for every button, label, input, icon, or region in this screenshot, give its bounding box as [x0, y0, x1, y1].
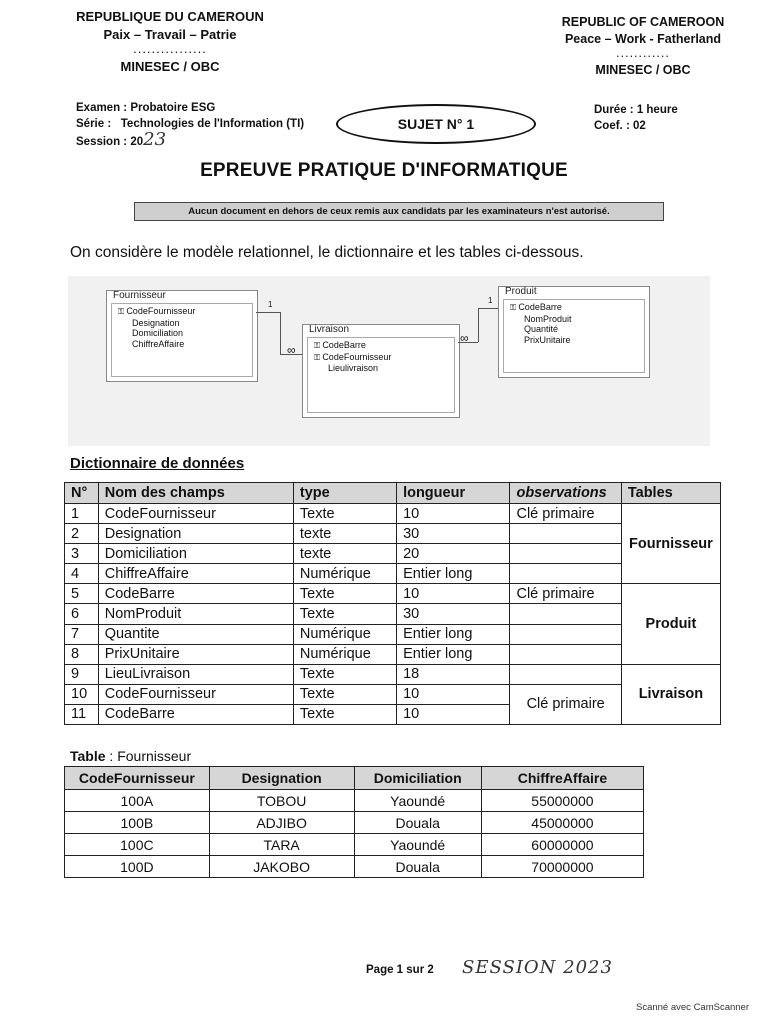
cell: Quantite — [98, 624, 293, 644]
cell: Numérique — [293, 644, 396, 664]
coef: Coef. : 02 — [594, 120, 646, 132]
schema-field: NomProduit — [524, 313, 572, 324]
cell: 10 — [65, 684, 99, 704]
cell: NomProduit — [98, 604, 293, 624]
table-row — [65, 834, 644, 856]
cell: 100B — [65, 812, 210, 834]
serie-value: Technologies de l'Information (TI) — [120, 118, 305, 130]
handwritten-session: SESSION 2023 — [462, 957, 613, 978]
cell: 5 — [65, 584, 99, 604]
col-header: Domiciliation — [354, 767, 481, 790]
relation-line — [478, 308, 479, 342]
cell: 3 — [65, 544, 99, 564]
col-header: Designation — [209, 767, 354, 790]
session-handwritten: 23 — [143, 129, 167, 150]
cell: 55000000 — [481, 790, 643, 812]
cell: CodeBarre — [98, 704, 293, 724]
cell — [510, 664, 621, 684]
cell — [510, 624, 621, 644]
cell: 11 — [65, 704, 99, 724]
col-header: observations — [510, 483, 621, 504]
cell: Texte — [293, 584, 396, 604]
table-row — [65, 584, 721, 604]
dictionary-table — [64, 482, 721, 725]
schema-field: PrixUnitaire — [524, 334, 571, 345]
table-row — [65, 790, 644, 812]
livraison-obs: Clé primaire — [510, 684, 621, 724]
cell: ADJIBO — [209, 812, 354, 834]
cell: TARA — [209, 834, 354, 856]
fournisseur-table — [64, 766, 644, 878]
intro-text: On considère le modèle relationnel, le dictionnaire et les tables ci-dessous. — [70, 244, 584, 261]
schema-field: ⚿ CodeFournisseur — [118, 306, 246, 318]
relation-line — [280, 312, 281, 354]
table-row — [65, 856, 644, 878]
cell: JAKOBO — [209, 856, 354, 878]
cell: 30 — [397, 604, 510, 624]
motto-fr: Paix – Travail – Patrie — [103, 27, 237, 42]
duration-info — [594, 102, 678, 134]
schema-field: Domiciliation — [132, 328, 184, 338]
entity-produit — [498, 286, 650, 378]
group-produit: Produit — [621, 584, 720, 664]
header-left — [60, 8, 280, 76]
cell: CodeFournisseur — [98, 684, 293, 704]
cell: Numérique — [293, 624, 396, 644]
cell: PrixUnitaire — [98, 644, 293, 664]
cell: 4 — [65, 564, 99, 584]
cell: 60000000 — [481, 834, 643, 856]
schema-field: Quantité — [524, 324, 559, 334]
cell: 45000000 — [481, 812, 643, 834]
table-row — [65, 664, 721, 684]
schema-field: ChiffreAffaire — [132, 338, 185, 349]
fournisseur-caption — [70, 748, 191, 764]
cell: Yaoundé — [354, 790, 481, 812]
notice-banner: Aucun document en dehors de ceux remis aux candidats par les examinateurs n'est autorisé. — [134, 202, 664, 221]
relational-schema — [68, 276, 710, 446]
exam-session — [76, 129, 304, 150]
cell: Numérique — [293, 564, 396, 584]
cell: Domiciliation — [98, 544, 293, 564]
ministry-en: MINESEC / OBC — [595, 63, 691, 77]
col-header: type — [293, 483, 396, 504]
cell: CodeBarre — [98, 584, 293, 604]
cardinality-many: ∞ — [460, 331, 469, 345]
dots-fr: ................ — [133, 41, 207, 56]
cell: Entier long — [397, 644, 510, 664]
cell: Texte — [293, 664, 396, 684]
motto-en: Peace – Work - Fatherland — [564, 32, 722, 46]
entity-livraison-name: Livraison — [309, 324, 350, 335]
cell: texte — [293, 524, 396, 544]
group-fournisseur: Fournisseur — [621, 504, 720, 584]
cell: Entier long — [397, 564, 510, 584]
cell: ChiffreAffaire — [98, 564, 293, 584]
country-fr: REPUBLIQUE DU CAMEROUN — [76, 9, 264, 24]
cell: 30 — [397, 524, 510, 544]
cell: 8 — [65, 644, 99, 664]
cell: Clé primaire — [510, 584, 621, 604]
cell: Texte — [293, 704, 396, 724]
col-header: N° — [65, 483, 99, 504]
cell: 7 — [65, 624, 99, 644]
cell: 100C — [65, 834, 210, 856]
cell: 100A — [65, 790, 210, 812]
entity-fournisseur-name: Fournisseur — [113, 290, 166, 301]
table-row — [65, 812, 644, 834]
cell: 10 — [397, 584, 510, 604]
duree: Durée : 1 heure — [594, 104, 678, 116]
col-header: CodeFournisseur — [65, 767, 210, 790]
col-header: Tables — [621, 483, 720, 504]
group-livraison: Livraison — [621, 664, 720, 724]
col-header: longueur — [397, 483, 510, 504]
cell: Yaoundé — [354, 834, 481, 856]
cell: CodeFournisseur — [98, 504, 293, 524]
exam-name: Examen : Probatoire ESG — [76, 102, 216, 114]
schema-field: Designation — [132, 317, 180, 328]
cell — [510, 544, 621, 564]
exam-info — [76, 100, 304, 150]
cell: Entier long — [397, 624, 510, 644]
cell: Texte — [293, 604, 396, 624]
relation-line — [478, 308, 498, 309]
caption-name: : Fournisseur — [105, 748, 192, 764]
ministry-fr: MINESEC / OBC — [120, 59, 220, 74]
cell: 1 — [65, 504, 99, 524]
cell: 10 — [397, 504, 510, 524]
col-header: ChiffreAffaire — [481, 767, 643, 790]
dictionary-title: Dictionnaire de données — [70, 455, 245, 472]
cell: TOBOU — [209, 790, 354, 812]
cardinality-many: ∞ — [287, 343, 296, 357]
cell: Texte — [293, 684, 396, 704]
table-header-row — [65, 483, 721, 504]
cell: texte — [293, 544, 396, 564]
relation-line — [256, 312, 280, 313]
schema-field: ⚿ CodeBarre — [510, 302, 638, 314]
serie-label: Série : — [76, 118, 112, 130]
cell: 20 — [397, 544, 510, 564]
cardinality-one: 1 — [488, 296, 493, 305]
schema-field: Lieulivraison — [328, 363, 379, 373]
cell: Douala — [354, 812, 481, 834]
cell — [510, 524, 621, 544]
entity-produit-name: Produit — [505, 286, 537, 297]
page-title: EPREUVE PRATIQUE D'INFORMATIQUE — [200, 160, 568, 181]
table-row — [65, 504, 721, 524]
cell: Texte — [293, 504, 396, 524]
cell: 10 — [397, 684, 510, 704]
entity-fournisseur — [106, 290, 258, 382]
cell: LieuLivraison — [98, 664, 293, 684]
cell: 100D — [65, 856, 210, 878]
cell: 70000000 — [481, 856, 643, 878]
cell: 18 — [397, 664, 510, 684]
scanner-watermark: Scanné avec CamScanner — [636, 1002, 750, 1013]
cell: 10 — [397, 704, 510, 724]
table-header-row — [65, 767, 644, 790]
exam-serie — [76, 116, 304, 132]
sujet-badge: SUJET N° 1 — [336, 104, 536, 144]
header-right — [548, 14, 738, 79]
cardinality-one: 1 — [268, 300, 273, 309]
cell: 9 — [65, 664, 99, 684]
cell: 6 — [65, 604, 99, 624]
cell: Designation — [98, 524, 293, 544]
entity-livraison — [302, 324, 460, 418]
page-number: Page 1 sur 2 — [366, 964, 434, 976]
cell: 2 — [65, 524, 99, 544]
schema-field: ⚿ CodeBarre — [314, 340, 448, 352]
cell — [510, 644, 621, 664]
col-header: Nom des champs — [98, 483, 293, 504]
schema-field: ⚿ CodeFournisseur — [314, 352, 448, 364]
caption-label: Table — [70, 748, 106, 764]
session-label: Session : 20 — [76, 136, 144, 148]
cell — [510, 564, 621, 584]
cell — [510, 604, 621, 624]
country-en: REPUBLIC OF CAMEROON — [561, 15, 725, 29]
dots-en: ............ — [616, 46, 670, 60]
cell: Clé primaire — [510, 504, 621, 524]
cell: Douala — [354, 856, 481, 878]
